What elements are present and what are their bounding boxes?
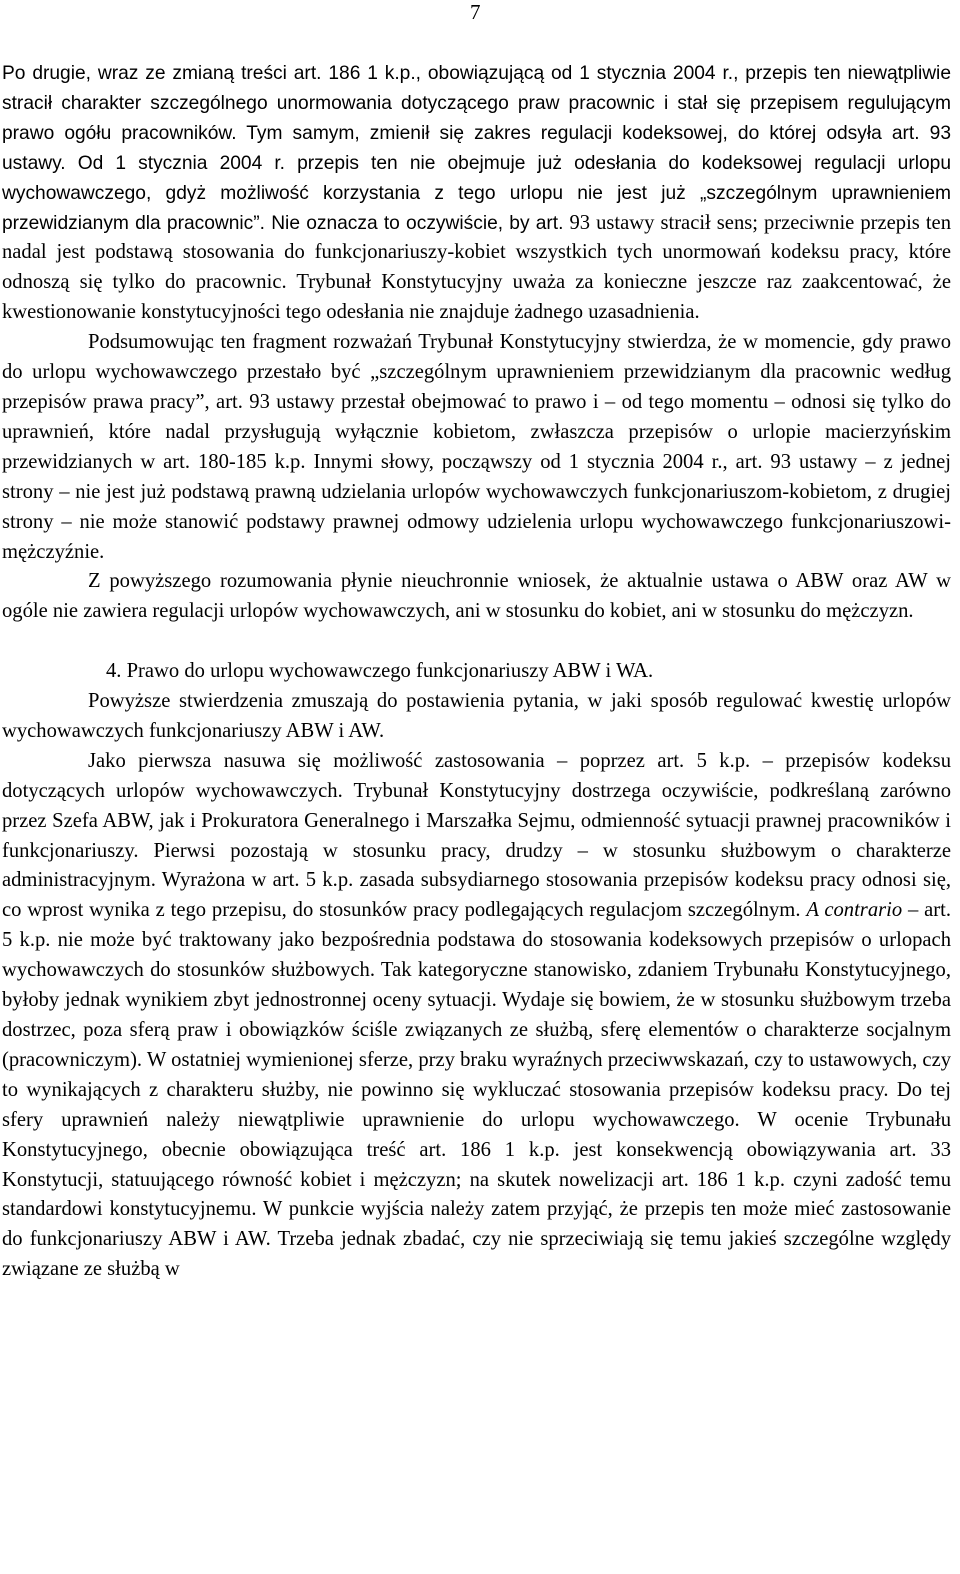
paragraph-5-italic-phrase: A contrario: [806, 899, 903, 922]
paragraph-4: Powyższe stwierdzenia zmuszają do postawienia pytania, w jaki sposób regulować kwestię urlopów wychowawczych funkcjonariuszy ABW i AW.: [2, 690, 951, 742]
paragraph-1: [2, 59, 951, 328]
paragraph-5: [2, 747, 951, 1285]
paragraph-3: Z powyższego rozumowania płynie nieuchronnie wniosek, że aktualnie ustawa o ABW oraz AW w ogóle nie zawiera regulacji urlopów wychowawczych, ani w stosunku do kobiet, ani w stosunku do mężczyzn.: [2, 570, 951, 623]
paragraph-5-segment-a: Jako pierwsza nasuwa się możliwość zastosowania – poprzez art. 5 k.p. – przepisów kodeksu dotyczących urlopów wychowawczych. Trybunał Konstytucyjny dostrzega oczywiście, podkreślaną zarówno przez Szefa ABW, jak i Prokuratora Generalnego i Marszałka Sejmu, odmienność sytuacji prawnej pracowników i funkcjonariuszy. Pierwsi pozostają w stosunku pracy, drudzy – w stosunku służbowym o charakterze administracyjnym. Wyrażona w art. 5 k.p. zasada subsydiarnego stosowania przepisów kodeksu pracy odnosi się, co wprost wynika z tego przepisu, do stosunków pracy podlegających regulacjom szczególnym.: [2, 749, 951, 922]
section-heading: 4. Prawo do urlopu wychowawczego funkcjonariuszy ABW i WA.: [106, 660, 654, 683]
page-number: 7: [470, 0, 481, 24]
paragraph-2: Podsumowując ten fragment rozważań Trybunał Konstytucyjny stwierdza, że w momencie, gdy prawo do urlopu wychowawczego przestało być „szczególnym uprawnieniem przewidzianym dla pracownic według przepisów prawa pracy”, art. 93 ustawy przestał obejmować to prawo i – od tego momentu – odnosi się tylko do uprawnień, które nadal przysługują wyłącznie kobietom, zwłaszcza przepisów o urlopie macierzyńskim przewidzianych w art. 180-185 k.p. Innymi słowy, począwszy od 1 stycznia 2004 r., art. 93 ustawy – z jednej strony – nie jest już podstawą prawną udzielania urlopów wychowawczych funkcjonariuszom-kobietom, z drugiej strony – nie może stanowić podstawy prawnej odmowy udzielenia urlopu wychowawczego funkcjonariuszowi-mężczyźnie.: [2, 331, 951, 563]
paragraph-1-sans-segment: Po drugie, wraz ze zmianą treści art. 186 1 k.p., obowiązującą od 1 stycznia 2004 r., przepis ten niewątpliwie stracił charakter szczególnego unormowania dotyczącego praw pracownic i stał się przepisem regulującym prawo ogółu pracowników. Tym samym, zmienił się zakres regulacji kodeksowej, do której odsyła art. 93 ustawy. Od 1 stycznia 2004 r. przepis ten nie obejmuje już odesłania do kodeksowej regulacji urlopu wychowawczego, gdyż możliwość korzystania z tego urlopu nie jest już „szczególnym uprawnieniem przewidzianym dla pracownic”. Nie oznacza to oczywiście, by art.: [2, 63, 951, 234]
paragraph-5-segment-b: – art. 5 k.p. nie może być traktowany jako bezpośrednia podstawa do stosowania kodeksowych przepisów o urlopach wychowawczych do stosunków służbowych. Tak kategoryczne stanowisko, zdaniem Trybunału Konstytucyjnego, byłoby jednak wynikiem zbyt jednostronnej oceny sytuacji. Wydaje się bowiem, że w stosunku służbowym trzeba dostrzec, poza sferą praw i obowiązków ściśle związanych ze służbą, sferę elementów o charakterze socjalnym (pracowniczym). W ostatniej wymienionej sferze, przy braku wyraźnych przeciwwskazań, czy to ustawowych, czy to wynikających z charakteru służby, nie powinno się wykluczać stosowania przepisów kodeksu pracy. Do tej sfery uprawnień należy niewątpliwie uprawnienie do urlopu wychowawczego. W ocenie Trybunału Konstytucyjnego, obecnie obowiązująca treść art. 186 1 k.p. jest konsekwencją obowiązywania art. 33 Konstytucji, statuującego równość kobiet i mężczyzn; na skutek nowelizacji art. 186 1 k.p. czyni zadość temu standardowi konstytucyjnemu. W punkcie wyjścia należy zatem przyjąć, że przepis ten może mieć zastosowanie do funkcjonariuszy ABW i AW. Trzeba jednak zbadać, czy nie sprzeciwiają się temu jakieś szczególne względy związane ze służbą w: [2, 899, 951, 1281]
paragraph-1-serif-segment: 93 ustawy stracił sens; przeciwnie przepis ten nadal jest podstawą stosowania do funkcjonariuszy-kobiet wszystkich tych unormowań kodeksu pracy, które odnoszą się tylko do pracownic. Trybunał Konstytucyjny uważa za konieczne jeszcze raz zaakcentować, że kwestionowanie konstytucyjności tego odesłania nie znajduje żadnego uzasadnienia.: [2, 211, 951, 324]
paragraph-spacer: [2, 627, 951, 657]
document-body: [2, 59, 951, 1285]
